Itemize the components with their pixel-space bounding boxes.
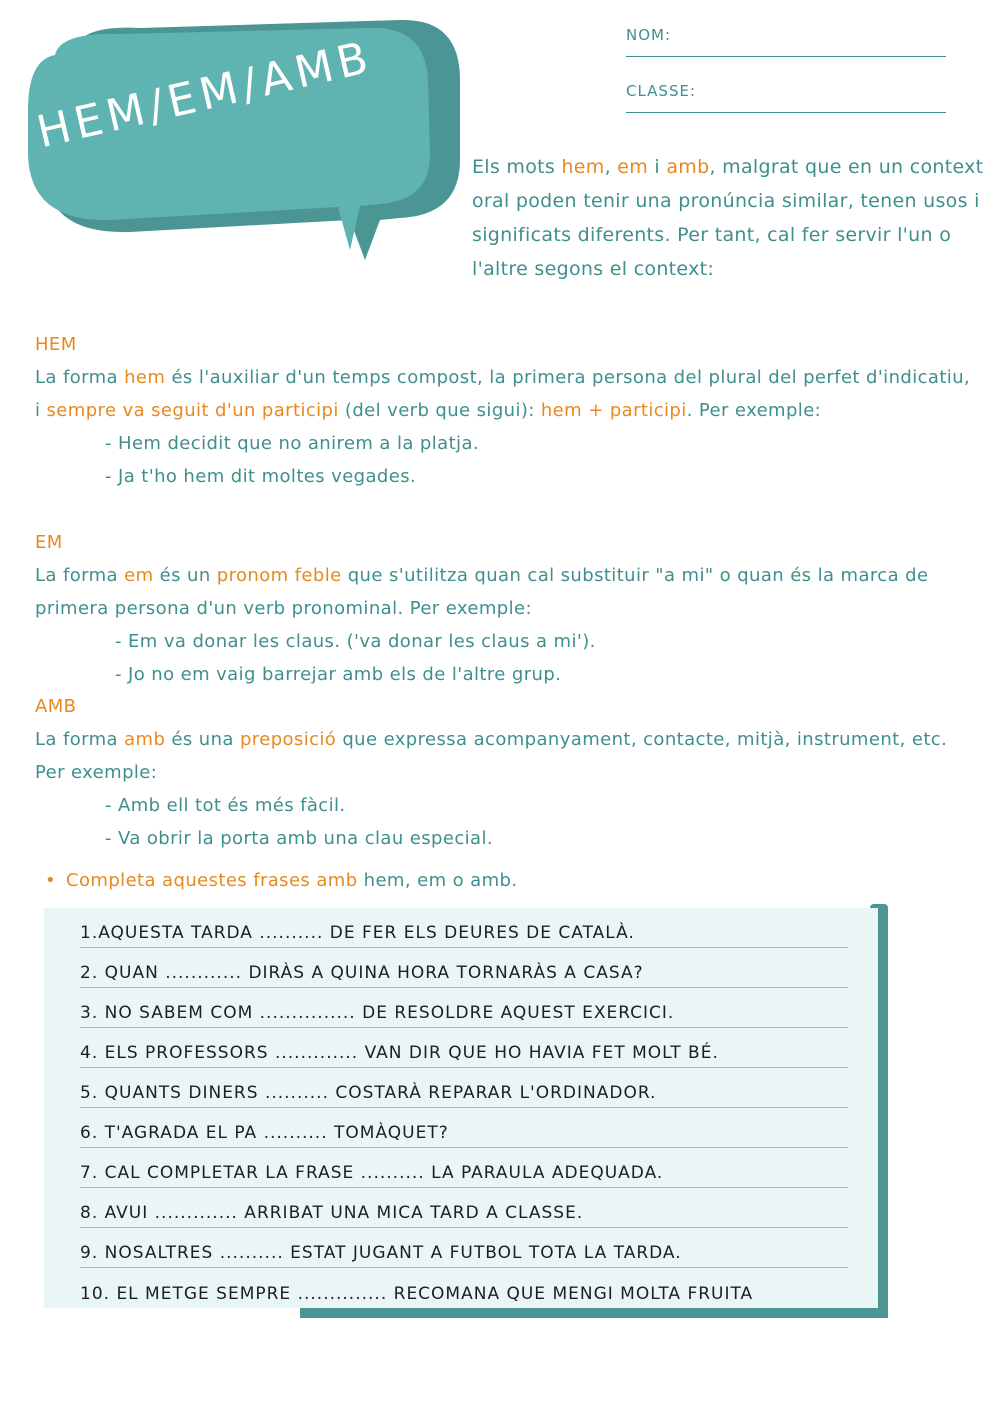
- section-em: [35, 526, 980, 691]
- section-heading: EM: [35, 532, 63, 553]
- section-heading: AMB: [35, 696, 77, 717]
- example-item: - Jo no em vaig barrejar amb els de l'altre grup.: [115, 664, 562, 685]
- example-item: - Hem decidit que no anirem a la platja.: [105, 433, 480, 454]
- exercise-row[interactable]: 10. EL METGE SEMPRE .............. RECOMANA QUE MENGI MOLTA FRUITA: [80, 1284, 754, 1304]
- exercise-instruction: • Completa aquestes frases amb hem, em o amb.: [45, 870, 518, 891]
- name-line: [626, 44, 946, 57]
- example-item: - Em va donar les claus. ('va donar les claus a mi').: [115, 631, 596, 652]
- example-item: - Ja t'ho hem dit moltes vegades.: [105, 466, 417, 487]
- keyword-amb: amb: [666, 156, 710, 178]
- page-title: HEM/EM/AMB: [32, 31, 378, 159]
- exercise-row[interactable]: 6. T'AGRADA EL PA .......... TOMÀQUET?: [80, 1108, 848, 1148]
- intro-paragraph: Els mots hem, em i amb, malgrat que en un context oral poden tenir una pronúncia similar, tenen usos i significats diferents. Per tant, cal fer servir l'un o l'altre segons el context:: [472, 156, 984, 280]
- name-field[interactable]: [626, 26, 946, 57]
- name-label: NOM:: [626, 26, 672, 44]
- section-hem: [35, 328, 980, 493]
- class-field[interactable]: [626, 82, 946, 113]
- example-item: - Va obrir la porta amb una clau especial.: [105, 828, 493, 849]
- exercise-row[interactable]: 8. AVUI ............. ARRIBAT UNA MICA TARD A CLASSE.: [80, 1188, 848, 1228]
- section-amb: [35, 690, 980, 855]
- section-text: La forma hem és l'auxiliar d'un temps compost, la primera persona del plural del perfet d'indicatiu, i sempre va seguit d'un participi (del verb que sigui): hem + participi. Per exemple:: [35, 367, 971, 421]
- class-line: [626, 100, 946, 113]
- exercise-row[interactable]: 9. NOSALTRES .......... ESTAT JUGANT A FUTBOL TOTA LA TARDA.: [80, 1228, 848, 1268]
- exercise-row[interactable]: 7. CAL COMPLETAR LA FRASE .......... LA PARAULA ADEQUADA.: [80, 1148, 848, 1188]
- section-text: La forma em és un pronom feble que s'utilitza quan cal substituir "a mi" o quan és la marca de primera persona d'un verb pronominal. Per exemple:: [35, 565, 929, 619]
- exercise-row[interactable]: 5. QUANTS DINERS .......... COSTARÀ REPARAR L'ORDINADOR.: [80, 1068, 848, 1108]
- keyword-hem: hem: [561, 156, 605, 178]
- keyword-em: em: [617, 156, 649, 178]
- exercise-list: [80, 908, 848, 1308]
- exercise-row[interactable]: 3. NO SABEM COM ............... DE RESOLDRE AQUEST EXERCICI.: [80, 988, 848, 1028]
- exercise-row[interactable]: 1.AQUESTA TARDA .......... DE FER ELS DEURES DE CATALÀ.: [80, 908, 848, 948]
- exercise-row[interactable]: 4. ELS PROFESSORS ............. VAN DIR QUE HO HAVIA FET MOLT BÉ.: [80, 1028, 848, 1068]
- exercise-row[interactable]: 2. QUAN ............ DIRÀS A QUINA HORA TORNARÀS A CASA?: [80, 948, 848, 988]
- example-item: - Amb ell tot és més fàcil.: [105, 795, 346, 816]
- section-text: La forma amb és una preposició que expressa acompanyament, contacte, mitjà, instrument, etc. Per exemple:: [35, 729, 948, 783]
- section-heading: HEM: [35, 334, 77, 355]
- bullet-icon: •: [45, 870, 57, 891]
- class-label: CLASSE:: [626, 82, 697, 100]
